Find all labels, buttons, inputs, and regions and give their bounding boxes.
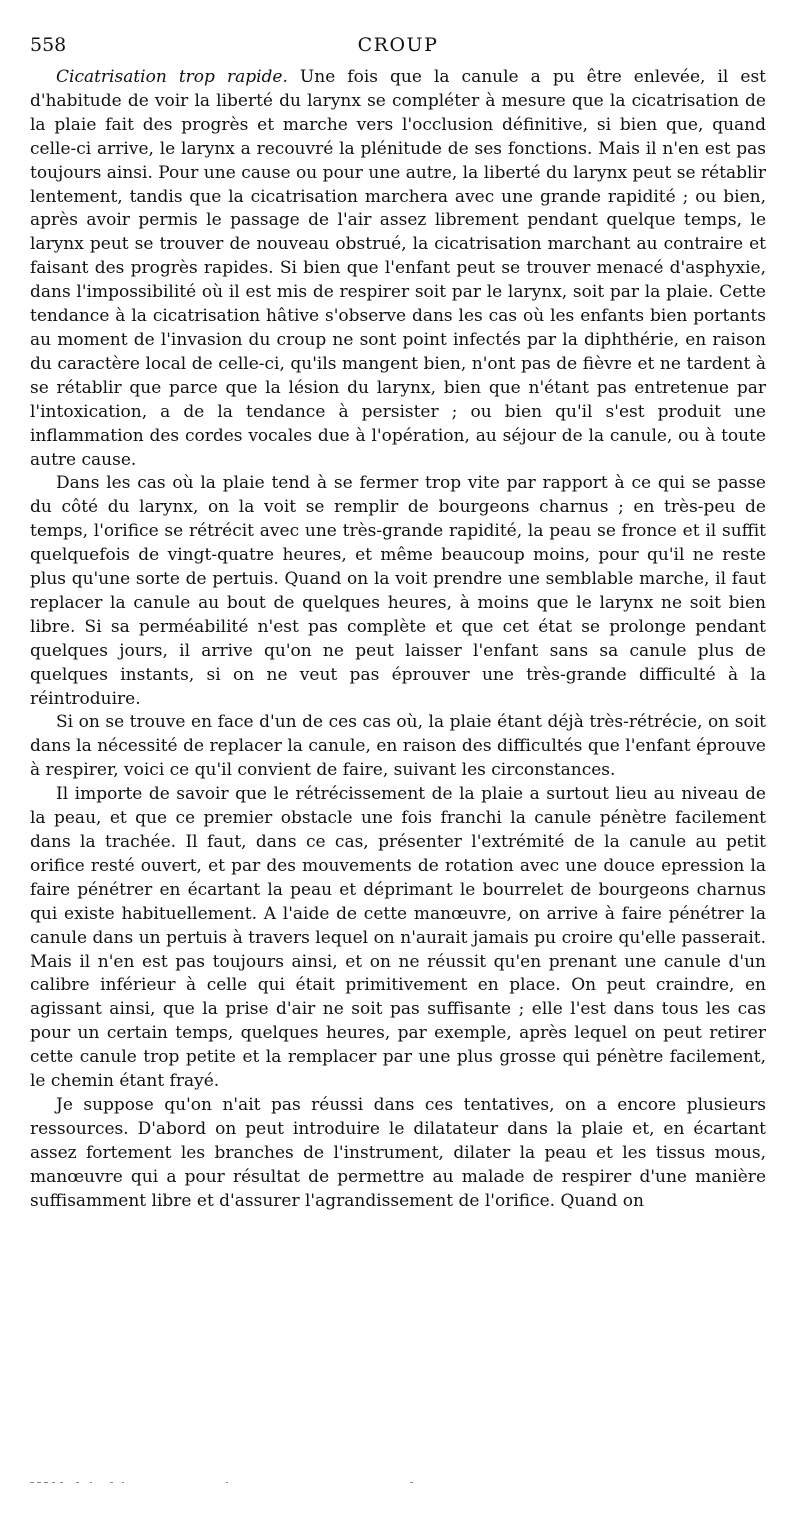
body-text [30, 66, 766, 1214]
paragraph-lead-in: Cicatrisation trop rapide. [56, 67, 288, 87]
paragraph [30, 783, 766, 1094]
page-number: 558 [30, 34, 67, 56]
paragraph-text: Dans les cas où la plaie tend à se fermer trop vite par rapport à ce qui se passe du côté du larynx, on la voit se remplir de bourgeons charnus ; en très-peu de temps, l'orifice se rétrécit avec une très-grande rapidité, la peau se fronce et il suffit quelquefois de vingt-quatre heures, et même beaucoup moins, pour qu'il ne reste plus qu'une sorte de pertuis. Quand on la voit prendre une semblable marche, il faut replacer la canule au bout de quelques heures, à moins que le larynx ne soit bien libre. Si sa perméabilité n'est pas complète et que cet état se prolonge pendant quelques jours, il arrive qu'on ne peut laisser l'enfant sans sa canule plus de quelques instants, si on ne veut pas éprouver une très-grande difficulté à la réintroduire. [30, 473, 766, 709]
scan-noise-icon [30, 1478, 450, 1486]
paragraph [30, 472, 766, 711]
running-head [30, 30, 766, 60]
running-title: CROUP [357, 34, 439, 56]
paragraph [30, 711, 766, 783]
scan-noise-marks [30, 1478, 450, 1489]
paragraph-text: Si on se trouve en face d'un de ces cas où, la plaie étant déjà très-rétrécie, on soit dans la nécessité de replacer la canule, en raison des difficultés que l'enfant éprouve à respirer, voici ce qu'il convient de faire, suivant les circonstances. [30, 712, 766, 781]
paragraph [30, 66, 766, 472]
paragraph-text: Il importe de savoir que le rétrécissement de la plaie a surtout lieu au niveau de la peau, et que ce premier obstacle une fois franchi la canule pénètre facilement dans la trachée. Il faut, dans ce cas, présenter l'extrémité de la canule au petit orifice resté ouvert, et par des mouvements de rotation avec une douce epression la faire pénétrer en écartant la peau et déprimant le bourrelet de bourgeons charnus qui existe habituellement. A l'aide de cette manœuvre, on arrive à faire pénétrer la canule dans un pertuis à travers lequel on n'aurait jamais pu croire qu'elle passerait. Mais il n'en est pas toujours ainsi, et on ne réussit qu'en prenant une canule d'un calibre inférieur à celle qui était primitivement en place. On peut craindre, en agissant ainsi, que la prise d'air ne soit pas suffisante ; elle l'est dans tous les cas pour un certain temps, quelques heures, par exemple, après lequel on peut retirer cette canule trop petite et la remplacer par une plus grosse qui pénètre facilement, le chemin étant frayé. [30, 784, 766, 1092]
paragraph-text: Une fois que la canule a pu être enlevée, il est d'habitude de voir la liberté du larynx se compléter à mesure que la cicatrisation de la plaie fait des progrès et marche vers l'occlusion définitive, si bien que, quand celle-ci arrive, le larynx a recouvré la plénitude de ses fonctions. Mais il n'en est pas toujours ainsi. Pour une cause ou pour une autre, la liberté du larynx peut se rétablir lentement, tandis que la cicatrisation marchera avec une grande rapidité ; ou bien, après avoir permis le passage de l'air assez librement pendant quelque temps, le larynx peut se trouver de nouveau obstrué, la cicatrisation marchant au contraire et faisant des progrès rapides. Si bien que l'enfant peut se trouver menacé d'asphyxie, dans l'impossibilité où il est mis de respirer soit par le larynx, soit par la plaie. Cette tendance à la cicatrisation hâtive s'observe dans les cas où les enfants bien portants au moment de l'invasion du croup ne sont point infectés par la diphthérie, en raison du caractère local de celle-ci, qu'ils mangent bien, n'ont pas de fièvre et ne tardent à se rétablir que parce que la lésion du larynx, bien que n'étant pas entretenue par l'intoxication, a de la tendance à persister ; ou bien qu'il s'est produit une inflammation des cordes vocales due à l'opération, au séjour de la canule, ou à toute autre cause. [30, 67, 766, 470]
paragraph-text: Je suppose qu'on n'ait pas réussi dans ces tentatives, on a encore plusieurs ressources. D'abord on peut introduire le dilatateur dans la plaie et, en écartant assez fortement les branches de l'instrument, dilater la peau et les tissus mous, manœuvre qui a pour résultat de permettre au malade de respirer d'une manière suffisamment libre et d'assurer l'agrandissement de l'orifice. Quand on [30, 1094, 766, 1211]
paragraph [30, 1094, 766, 1214]
